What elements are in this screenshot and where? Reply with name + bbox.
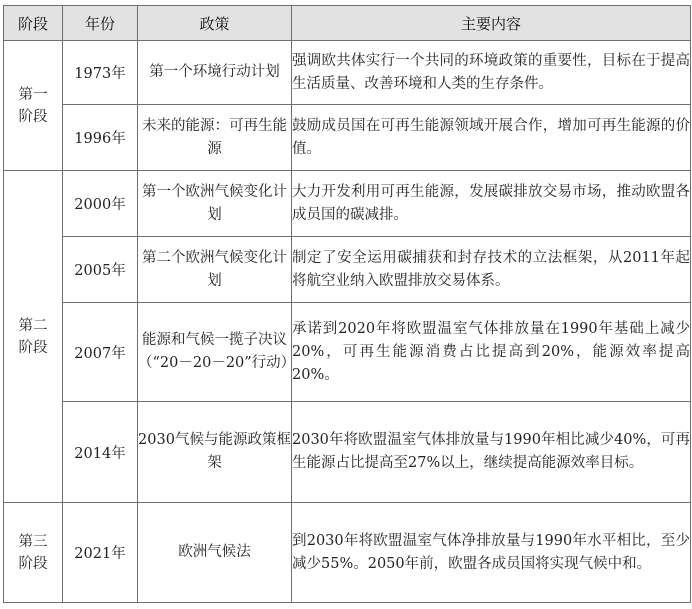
policy-cell: 未来的能源：可再生能源	[138, 105, 292, 171]
policy-cell: 第一个欧洲气候变化计划	[138, 171, 292, 237]
content-cell: 2030年将欧盟温室气体排放量与1990年相比减少40%，可再生能源占比提高至27%以上，继续提高能源效率目标。	[292, 402, 691, 503]
header-stage: 阶段	[4, 6, 63, 41]
year-cell: 2014年	[63, 402, 138, 503]
table-row	[4, 402, 691, 503]
policy-cell: 欧洲气候法	[138, 503, 292, 603]
eu-climate-policy-table	[3, 5, 691, 603]
content-cell: 大力开发利用可再生能源，发展碳排放交易市场，推动欧盟各成员国的碳减排。	[292, 171, 691, 237]
year-cell: 2007年	[63, 303, 138, 402]
policy-cell: 第一个环境行动计划	[138, 41, 292, 105]
table-row	[4, 237, 691, 303]
year-cell: 2021年	[63, 503, 138, 603]
stage-cell	[4, 41, 63, 171]
year-cell: 1973年	[63, 41, 138, 105]
content-cell: 到2030年将欧盟温室气体净排放量与1990年水平相比，至少减少55%。2050年前，欧盟各成员国将实现气候中和。	[292, 503, 691, 603]
table-row	[4, 503, 691, 603]
table-row	[4, 105, 691, 171]
stage-label: 第二阶段	[18, 317, 48, 356]
header-year: 年份	[63, 6, 138, 41]
table-row	[4, 171, 691, 237]
header-policy: 政策	[138, 6, 292, 41]
year-cell: 1996年	[63, 105, 138, 171]
header-content: 主要内容	[292, 6, 691, 41]
content-cell: 鼓励成员国在可再生能源领域开展合作，增加可再生能源的价值。	[292, 105, 691, 171]
policy-cell: 2030气候与能源政策框架	[138, 402, 292, 503]
table-row	[4, 41, 691, 105]
stage-cell	[4, 171, 63, 503]
content-cell: 承诺到2020年将欧盟温室气体排放量在1990年基础上减少20%，可再生能源消费占比提高到20%，能源效率提高20%。	[292, 303, 691, 402]
policy-cell: 能源和气候一揽子决议（“20－20－20”行动）	[138, 303, 292, 402]
stage-label: 第一阶段	[18, 86, 48, 125]
content-cell: 制定了安全运用碳捕获和封存技术的立法框架，从2011年起将航空业纳入欧盟排放交易体系。	[292, 237, 691, 303]
year-cell: 2000年	[63, 171, 138, 237]
stage-cell	[4, 503, 63, 603]
policy-cell: 第二个欧洲气候变化计划	[138, 237, 292, 303]
stage-label: 第三阶段	[18, 533, 48, 572]
content-cell: 强调欧共体实行一个共同的环境政策的重要性，目标在于提高生活质量、改善环境和人类的生存条件。	[292, 41, 691, 105]
header-row	[4, 6, 691, 41]
table-row	[4, 303, 691, 402]
year-cell: 2005年	[63, 237, 138, 303]
